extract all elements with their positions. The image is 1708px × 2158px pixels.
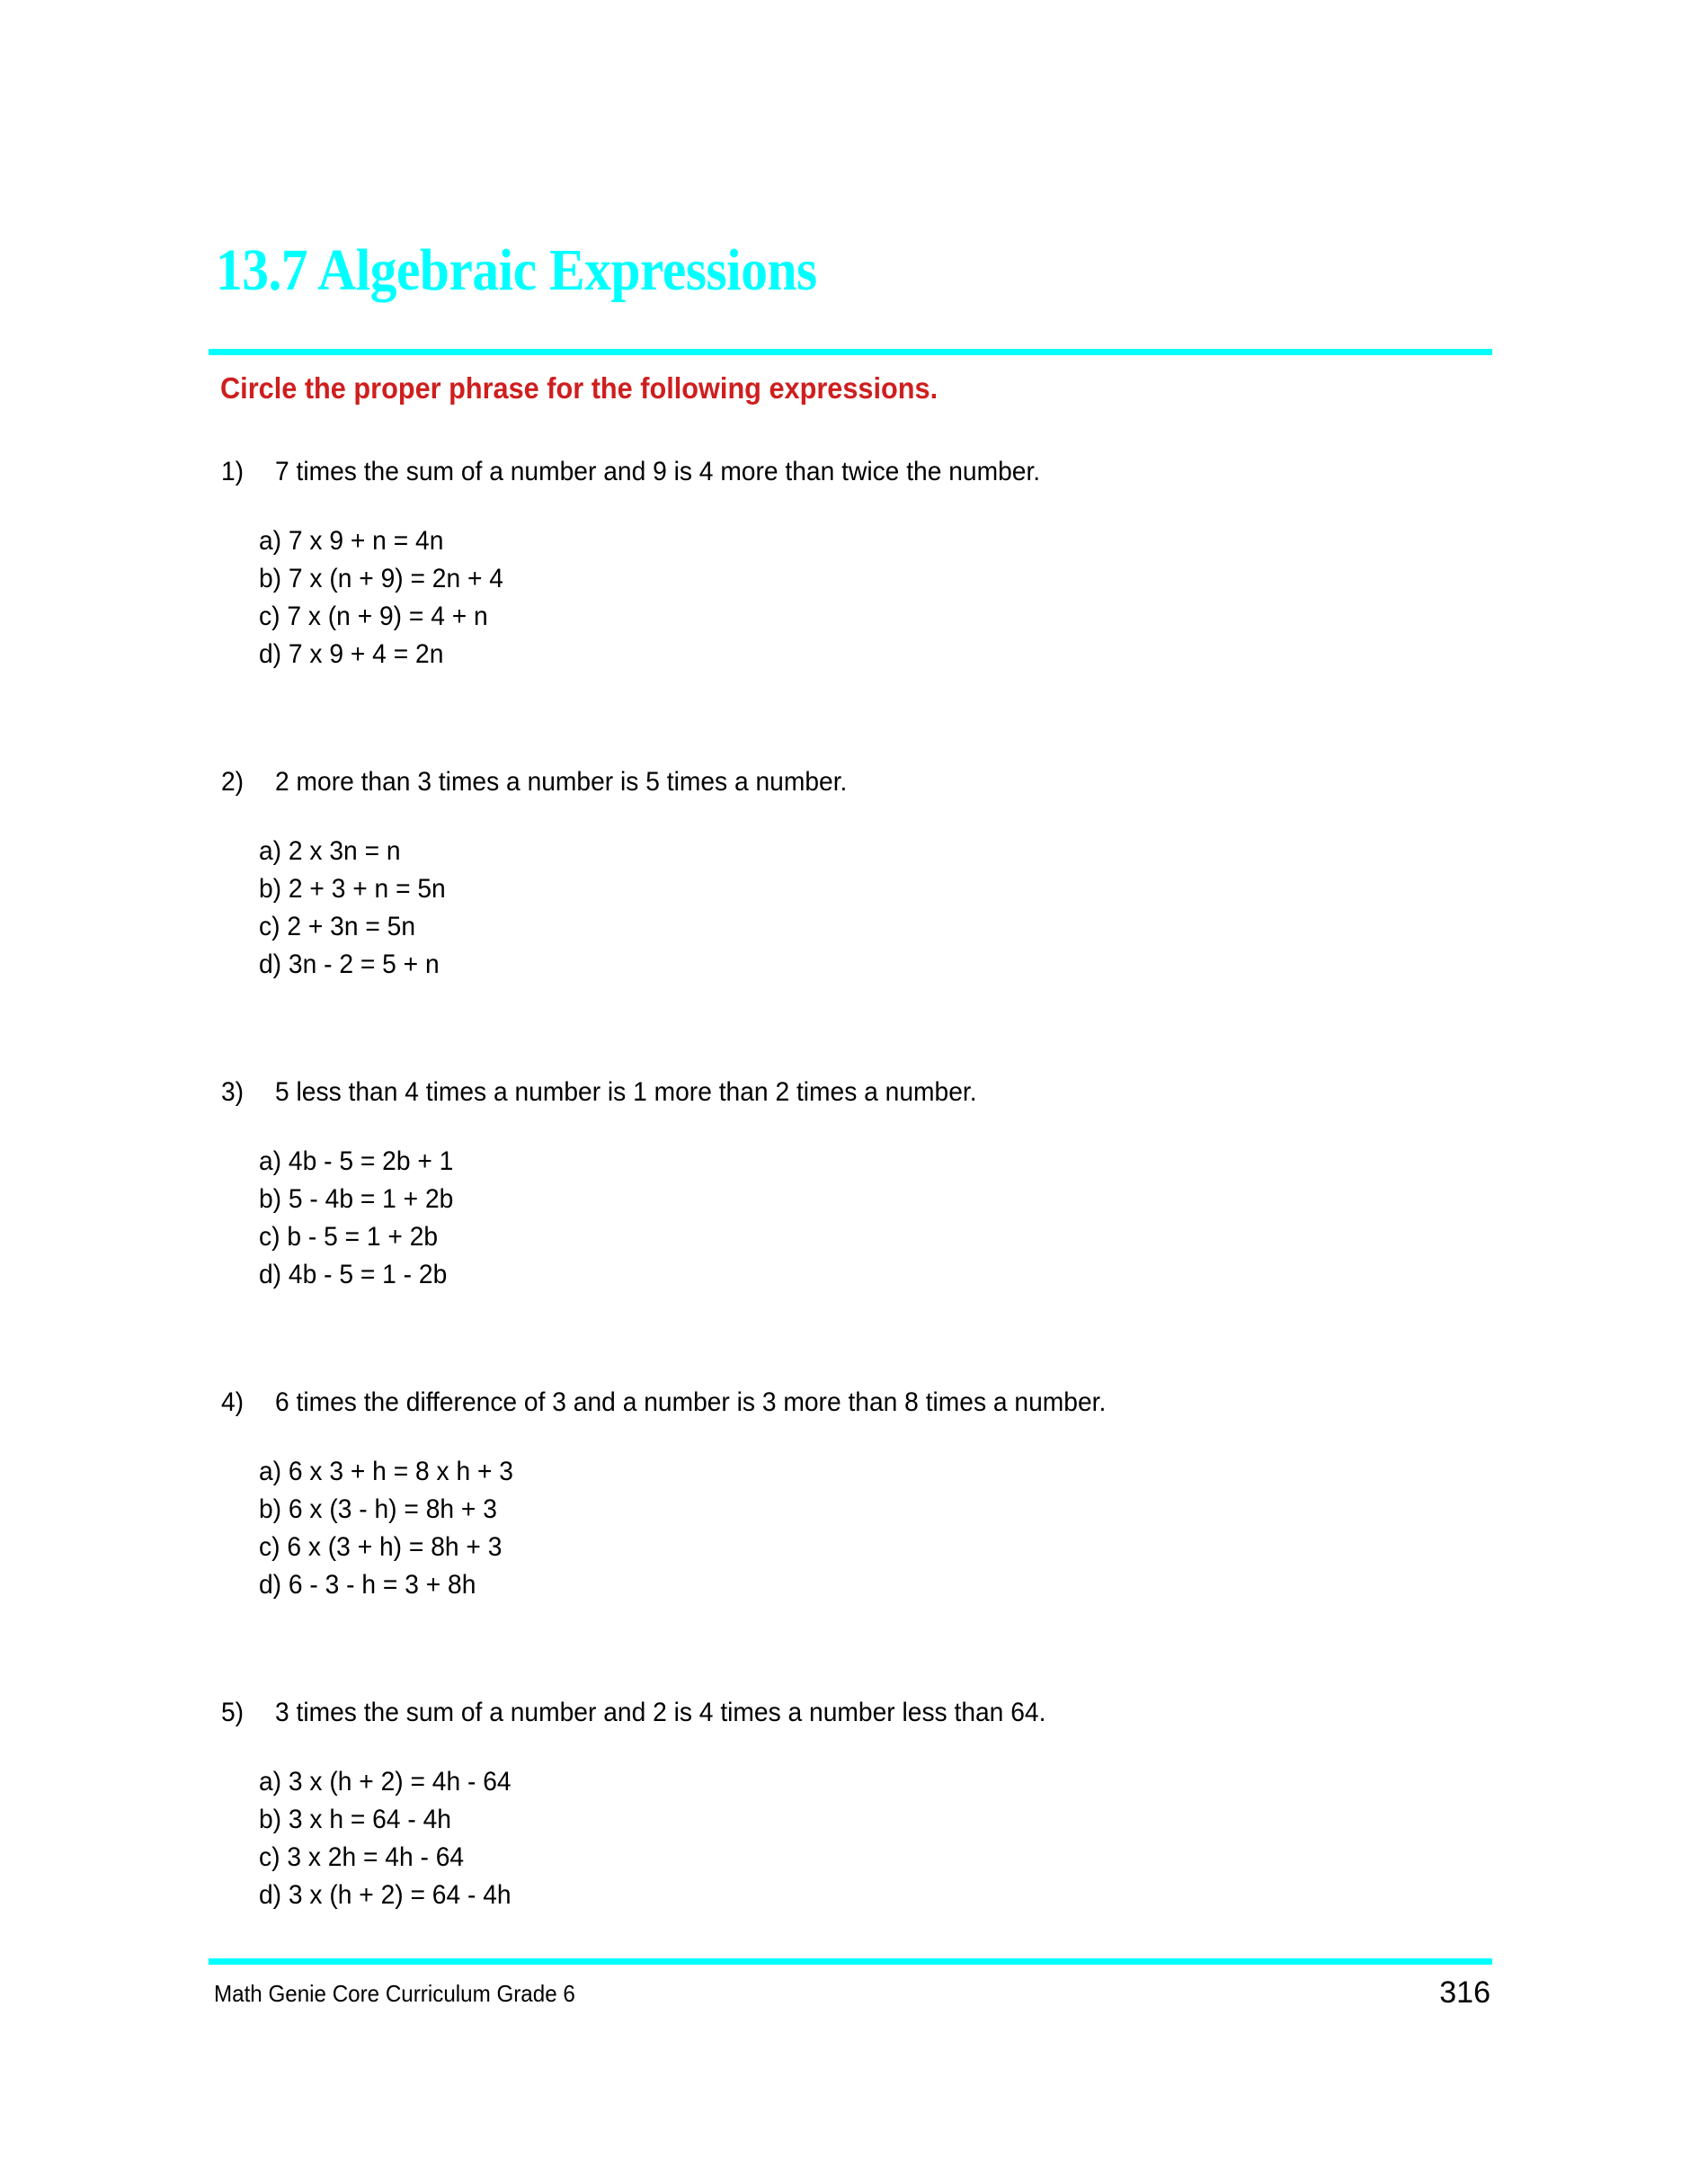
answer-options-list	[259, 833, 458, 984]
answer-option[interactable]: a) 2 x 3n = n	[259, 836, 401, 866]
question-block	[209, 452, 1492, 669]
answer-option[interactable]: d) 6 - 3 - h = 3 + 8h	[259, 1570, 476, 1600]
answer-option[interactable]: b) 3 x h = 64 - 4h	[259, 1805, 451, 1834]
question-line	[209, 452, 1492, 495]
question-number: 1)	[221, 457, 245, 486]
answer-option[interactable]: b) 7 x (n + 9) = 2n + 4	[259, 564, 503, 593]
question-text: 6 times the difference of 3 and a number is 3 more than 8 times a number.	[275, 1387, 1107, 1417]
question-block	[209, 1693, 1492, 1910]
answer-options-list	[259, 1763, 528, 1914]
answer-option[interactable]: c) 7 x (n + 9) = 4 + n	[259, 602, 488, 631]
page-content	[209, 0, 1492, 2158]
answer-option[interactable]: d) 7 x 9 + 4 = 2n	[259, 639, 444, 669]
footer-page-number: 316	[1439, 1975, 1490, 2010]
question-block	[209, 1073, 1492, 1289]
question-text: 7 times the sum of a number and 9 is 4 more than twice the number.	[275, 457, 1041, 486]
question-text: 2 more than 3 times a number is 5 times a number.	[275, 767, 848, 797]
answer-option[interactable]: c) 2 + 3n = 5n	[259, 912, 416, 941]
answer-option[interactable]: d) 3n - 2 = 5 + n	[259, 950, 440, 979]
question-line	[209, 762, 1492, 806]
answer-option[interactable]: c) b - 5 = 1 + 2b	[259, 1222, 439, 1252]
footer-curriculum-label: Math Genie Core Curriculum Grade 6	[214, 1980, 575, 2007]
footer-divider-rule	[209, 1958, 1492, 1965]
header-divider-rule	[209, 349, 1492, 355]
page-title: 13.7 Algebraic Expressions	[216, 237, 817, 304]
question-line	[209, 1383, 1492, 1426]
answer-option[interactable]: a) 7 x 9 + n = 4n	[259, 526, 444, 556]
question-number: 5)	[221, 1698, 245, 1727]
question-block	[209, 762, 1492, 979]
answer-option[interactable]: d) 3 x (h + 2) = 64 - 4h	[259, 1880, 512, 1910]
question-block	[209, 1383, 1492, 1600]
answer-options-list	[259, 522, 519, 673]
answer-option[interactable]: b) 6 x (3 - h) = 8h + 3	[259, 1494, 497, 1524]
question-line	[209, 1693, 1492, 1736]
answer-options-list	[259, 1143, 466, 1294]
instruction-text: Circle the proper phrase for the following expressions.	[220, 371, 939, 405]
question-number: 4)	[221, 1387, 245, 1417]
answer-option[interactable]: b) 5 - 4b = 1 + 2b	[259, 1184, 454, 1214]
question-number: 2)	[221, 767, 245, 797]
answer-option[interactable]: a) 4b - 5 = 2b + 1	[259, 1146, 454, 1176]
answer-option[interactable]: d) 4b - 5 = 1 - 2b	[259, 1260, 448, 1289]
question-number: 3)	[221, 1077, 245, 1107]
answer-option[interactable]: a) 3 x (h + 2) = 4h - 64	[259, 1767, 512, 1797]
answer-options-list	[259, 1453, 529, 1604]
answer-option[interactable]: a) 6 x 3 + h = 8 x h + 3	[259, 1457, 513, 1486]
answer-option[interactable]: c) 6 x (3 + h) = 8h + 3	[259, 1532, 503, 1562]
page-footer	[209, 1976, 1492, 2018]
answer-option[interactable]: c) 3 x 2h = 4h - 64	[259, 1842, 465, 1872]
question-line	[209, 1073, 1492, 1116]
question-text: 5 less than 4 times a number is 1 more than 2 times a number.	[275, 1077, 977, 1107]
answer-option[interactable]: b) 2 + 3 + n = 5n	[259, 874, 446, 904]
question-text: 3 times the sum of a number and 2 is 4 times a number less than 64.	[275, 1698, 1046, 1727]
